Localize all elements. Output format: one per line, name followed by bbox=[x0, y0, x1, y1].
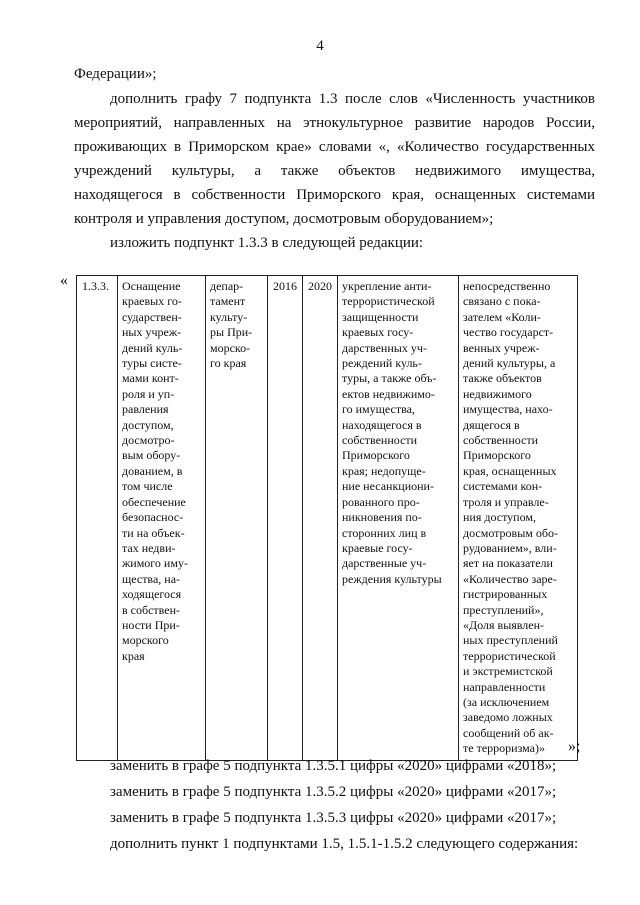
cell-start-year: 2016 bbox=[268, 276, 303, 761]
paragraph-line: дополнить пункт 1 подпунктами 1.5, 1.5.1-1.5.2 следующего содержания: bbox=[110, 836, 579, 852]
cell-executor: депар- тамент культу- ры При- морско- го края bbox=[206, 276, 268, 761]
page-number: 4 bbox=[316, 38, 324, 54]
paragraph-line: учреждений культуры, а также объектов недвижимого имущества, bbox=[74, 163, 595, 179]
paragraph-line: проживающих в Приморском крае» словами «, «Количество государственных bbox=[74, 139, 595, 155]
paragraph-line: контроля и управления доступом, досмотровым оборудованием»; bbox=[74, 211, 494, 227]
paragraph-line: заменить в графе 5 подпункта 1.3.5.2 цифры «2020» цифрами «2017»; bbox=[110, 784, 557, 800]
paragraph-line: дополнить графу 7 подпункта 1.3 после слов «Численность участников bbox=[110, 91, 595, 107]
paragraph-line: мероприятий, направленных на этнокультурное развитие народов России, bbox=[74, 115, 595, 131]
closing-quote-mark: »; bbox=[568, 738, 581, 755]
table-row bbox=[77, 276, 578, 761]
cell-expected-result: укрепление анти- террористической защищенности краевых госу- дарственных уч- реждений куль- туры, а также объ- ектов недвижимо- го имущества, находящегося в собственности Приморского края; недопуще- ние несанкциони- рованного про- никновения по- сторонних лиц в краевые госу- дарственные уч- реждения культуры bbox=[338, 276, 459, 761]
paragraph-line: изложить подпункт 1.3.3 в следующей редакции: bbox=[110, 235, 424, 251]
cell-indicator-relation: непосредственно связано с пока- зателем «Коли- чество государст- венных учреж- дений культуры, а также объектов недвижимого имущества, нахо- дящегося в собственности Приморского края, оснащенных системами кон- троля и управле- ния доступом, досмотровым обо- рудованием», вли- яет на показатели «Количество заре- гистрированных преступлений», «Доля выявлен- ных преступлений террористической и экстремистской направленности (за исключением заведомо ложных сообщений об ак- те терроризма)» bbox=[459, 276, 578, 761]
cell-number: 1.3.3. bbox=[77, 276, 118, 761]
opening-quote-mark: « bbox=[60, 272, 68, 289]
paragraph-line: Федерации»; bbox=[74, 66, 157, 82]
cell-measure-name: Оснащение краевых го- сударствен- ных учреж- дений куль- туры систе- мами конт- роля и уп- равления доступом, досмотро- вым обору- дованием, в том числе обеспечение безопаснос- ти на объек- тах недви- жимого иму- щества, на- ходящегося в собствен- ности При- морского края bbox=[118, 276, 206, 761]
paragraph-line: заменить в графе 5 подпункта 1.3.5.1 цифры «2020» цифрами «2018»; bbox=[110, 758, 557, 774]
cell-end-year: 2020 bbox=[303, 276, 338, 761]
paragraph-line: заменить в графе 5 подпункта 1.3.5.3 цифры «2020» цифрами «2017»; bbox=[110, 810, 557, 826]
paragraph-line: находящегося в собственности Приморского края, оснащенных системами bbox=[74, 187, 595, 203]
program-table bbox=[76, 275, 581, 761]
